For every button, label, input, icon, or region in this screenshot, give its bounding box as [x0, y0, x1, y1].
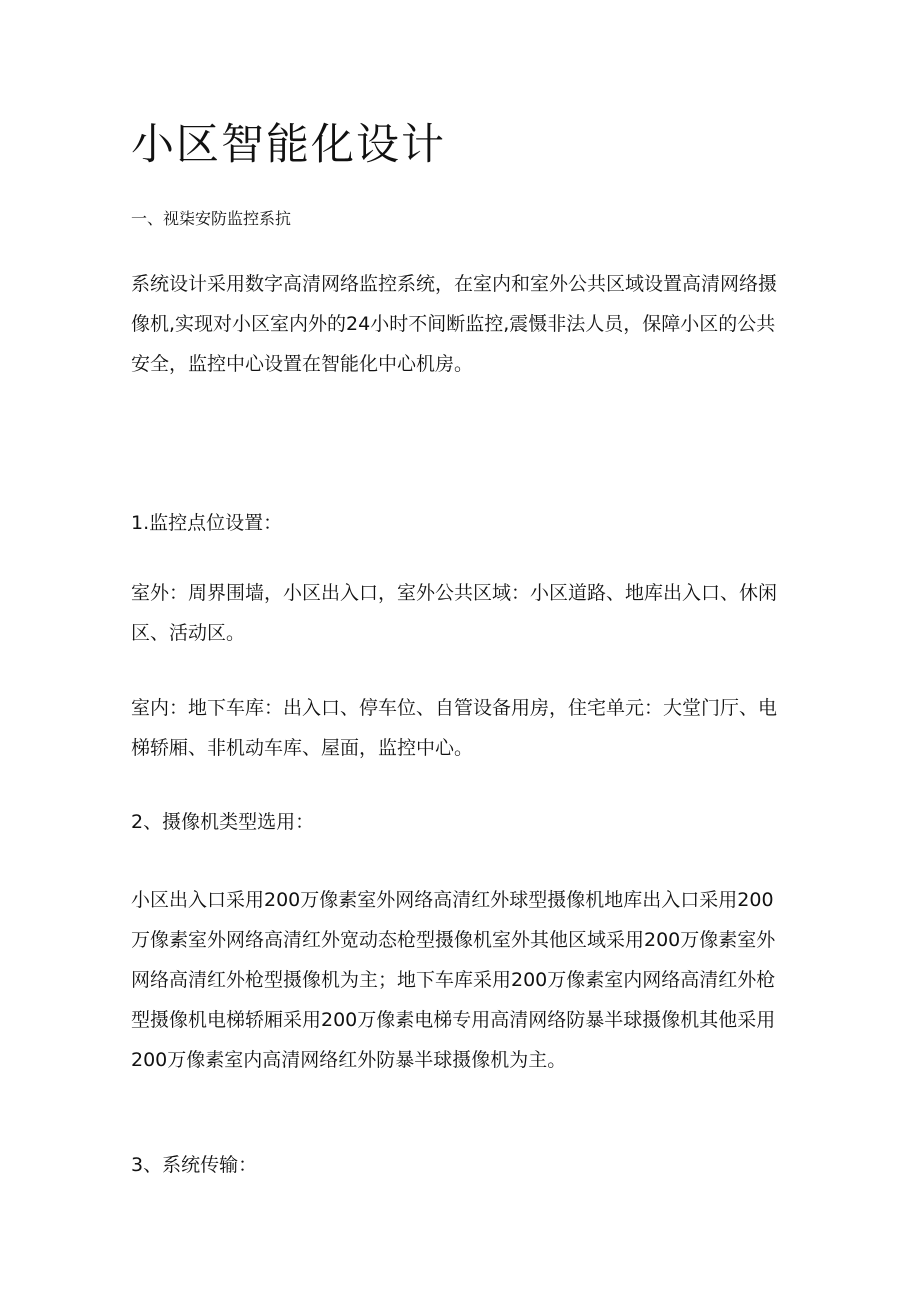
document-title: 小区智能化设计 — [131, 120, 446, 170]
outdoor-paragraph: 室外：周界围墙，小区出入口，室外公共区域：小区道路、地库出入口、休闲区、活动区。 — [131, 582, 778, 644]
subsection-heading-camera-types: 2、摄像机类型选用： — [131, 811, 315, 833]
section-heading: 一、视柒安防监控系抗 — [131, 209, 292, 228]
intro-paragraph: 系统设计采用数字高清网络监控系统，在室内和室外公共区域设置高清网络摄像机,实现对小区室内外的24小时不间断监控,震慑非法人员，保障小区的公共安全，监控中心设置在智能化中心机房。 — [131, 273, 778, 375]
camera-paragraph: 小区出入口采用200万像素室外网络高清红外球型摄像机地库出入口采用200万像素室外网络高清红外宽动态枪型摄像机室外其他区域采用200万像素室外网络高清红外枪型摄像机为主；地下车库采用200万像素室内网络高清红外枪型摄像机电梯轿厢采用200万像素电梯专用高清网络防暴半球摄像机其他采用200万像素室内高清网络红外防暴半球摄像机为主。 — [131, 889, 776, 1071]
subsection-heading-monitoring-points: 1.监控点位设置： — [131, 512, 283, 534]
subsection-heading-transmission: 3、系统传输： — [131, 1154, 258, 1176]
indoor-paragraph: 室内：地下车库：出入口、停车位、自管设备用房，住宅单元：大堂门厅、电梯轿厢、非机动车库、屋面，监控中心。 — [131, 697, 778, 759]
